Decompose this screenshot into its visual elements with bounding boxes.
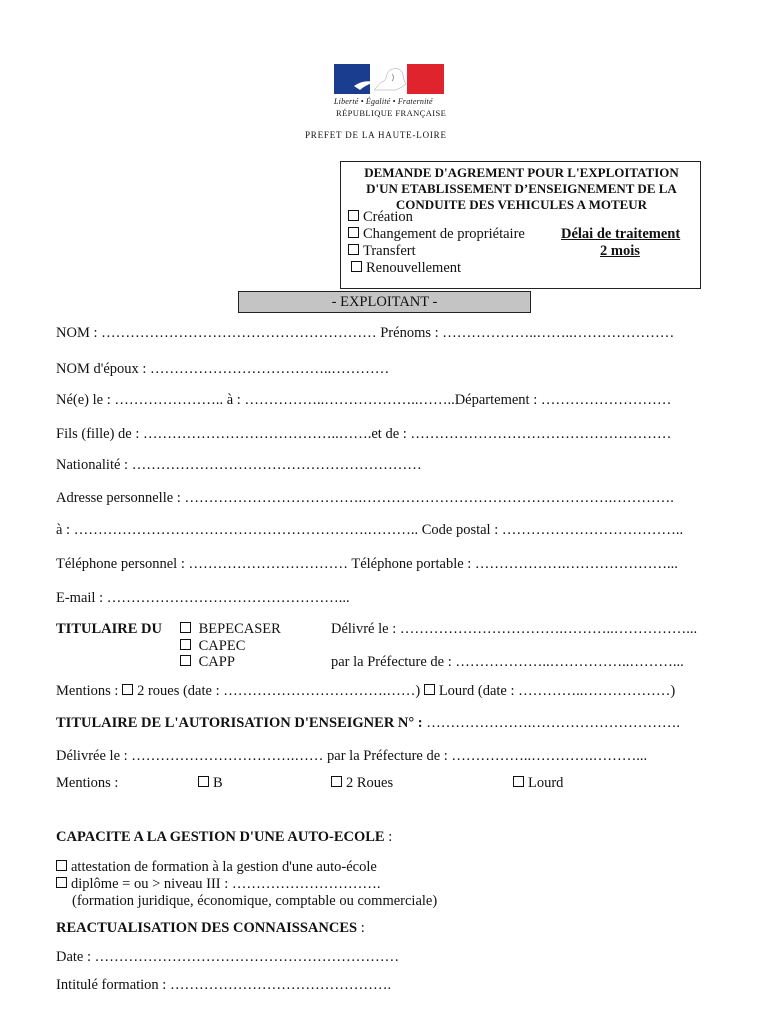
autorisation-label: TITULAIRE DE L'AUTORISATION D'ENSEIGNER N° : [56, 715, 423, 731]
field-naissance[interactable]: Né(e) le : ………………….. à : ……………..………………..……..Département : ……………………… [56, 392, 672, 408]
reactualisation-heading: REACTUALISATION DES CONNAISSANCES : [56, 920, 365, 936]
mentions2-label: Mentions : [56, 775, 119, 791]
mentions-row: Mentions : 2 roues (date : …………………………….……) Lourd (date : …………..………………) [56, 683, 676, 699]
option-creation[interactable]: Création [348, 209, 413, 226]
capacite-formation-note: (formation juridique, économique, comptable ou commerciale) [72, 893, 438, 909]
field-par-prefecture[interactable]: par la Préfecture de : ………………..……………..………... [331, 654, 684, 670]
checkbox-icon[interactable] [180, 655, 191, 666]
checkbox-icon[interactable] [56, 860, 67, 871]
mention-lourd-b[interactable]: Lourd [513, 775, 563, 792]
delai-value: 2 mois [600, 243, 640, 259]
checkbox-icon[interactable] [351, 261, 362, 272]
motto: Liberté • Égalité • Fraternité [334, 97, 433, 106]
option-changement-proprietaire[interactable]: Changement de propriétaire [348, 226, 525, 243]
field-adresse[interactable]: Adresse personnelle : ……………………………….…………………………………………….…………. [56, 490, 674, 506]
field-email[interactable]: E-mail : …………………………………………... [56, 590, 350, 606]
mention-2-roues-b[interactable]: 2 Roues [331, 775, 393, 792]
checkbox-icon[interactable] [348, 244, 359, 255]
checkbox-icon[interactable] [198, 776, 209, 787]
exploitant-header: - EXPLOITANT - [238, 291, 531, 313]
checkbox-icon[interactable] [424, 684, 435, 695]
demande-box [340, 161, 701, 289]
checkbox-icon[interactable] [348, 227, 359, 238]
titulaire-label: TITULAIRE DU [56, 621, 162, 637]
republic-name: RÉPUBLIQUE FRANÇAISE [336, 108, 447, 118]
option-transfert[interactable]: Transfert [348, 243, 416, 260]
checkbox-icon[interactable] [513, 776, 524, 787]
demande-title-line3: CONDUITE DES VEHICULES A MOTEUR [395, 197, 648, 212]
capacite-diplome[interactable]: diplôme = ou > niveau III : …………………………. [56, 876, 381, 893]
diplome-capp[interactable]: CAPP [180, 654, 235, 671]
capacite-heading: CAPACITE A LA GESTION D'UNE AUTO-ECOLE : [56, 829, 393, 845]
autorisation-row[interactable]: TITULAIRE DE L'AUTORISATION D'ENSEIGNER N° : ………………….…………………………. [56, 715, 681, 731]
prefecture-name: PREFET DE LA HAUTE-LOIRE [305, 130, 447, 140]
marianne-profile-icon [334, 64, 444, 94]
field-ville-code-postal[interactable]: à : …………………………………………………….……….. Code postal : ……………………………….. [56, 522, 684, 538]
mention-lourd[interactable]: Lourd (date : …………..………………) [438, 683, 676, 699]
checkbox-icon[interactable] [122, 684, 133, 695]
field-nom-prenoms[interactable]: NOM : ………………………………………………… Prénoms : ………………..……..………………… [56, 325, 675, 341]
field-filiation[interactable]: Fils (fille) de : …………………………………..…….et de : ……………………………………………… [56, 426, 672, 442]
field-nom-epoux[interactable]: NOM d'époux : ………………………………..………… [56, 361, 390, 377]
marianne-logo [334, 64, 444, 94]
checkbox-icon[interactable] [180, 639, 191, 650]
demande-title-line1: DEMANDE D'AGREMENT POUR L'EXPLOITATION [364, 165, 679, 180]
mention-2-roues[interactable]: 2 roues (date : …………………………….……) [137, 683, 421, 699]
checkbox-icon[interactable] [56, 877, 67, 888]
field-delivree-prefecture[interactable]: Délivrée le : …………………………….…… par la Préfecture de : ……………..………….………... [56, 748, 648, 764]
checkbox-icon[interactable] [331, 776, 342, 787]
diplome-bepecaser[interactable]: BEPECASER [180, 621, 281, 638]
capacite-attestation[interactable]: attestation de formation à la gestion d'une auto-école [56, 859, 377, 876]
field-date[interactable]: Date : ……………………………………………………… [56, 949, 400, 965]
field-delivre-le[interactable]: Délivré le : …………………………….………..……………... [331, 621, 698, 637]
checkbox-icon[interactable] [180, 622, 191, 633]
option-renouvellement[interactable]: Renouvellement [351, 260, 461, 277]
demande-title-line2: D'UN ETABLISSEMENT D’ENSEIGNEMENT DE LA [366, 181, 677, 196]
mention-b[interactable]: B [198, 775, 223, 792]
field-intitule-formation[interactable]: Intitulé formation : ………………………………………. [56, 977, 392, 993]
field-nationalite[interactable]: Nationalité : …………………………………………………… [56, 457, 422, 473]
diplome-capec[interactable]: CAPEC [180, 638, 245, 655]
field-telephone[interactable]: Téléphone personnel : …………………………… Téléphone portable : ……………….…………………... [56, 556, 678, 572]
checkbox-icon[interactable] [348, 210, 359, 221]
delai-label: Délai de traitement [561, 226, 681, 242]
